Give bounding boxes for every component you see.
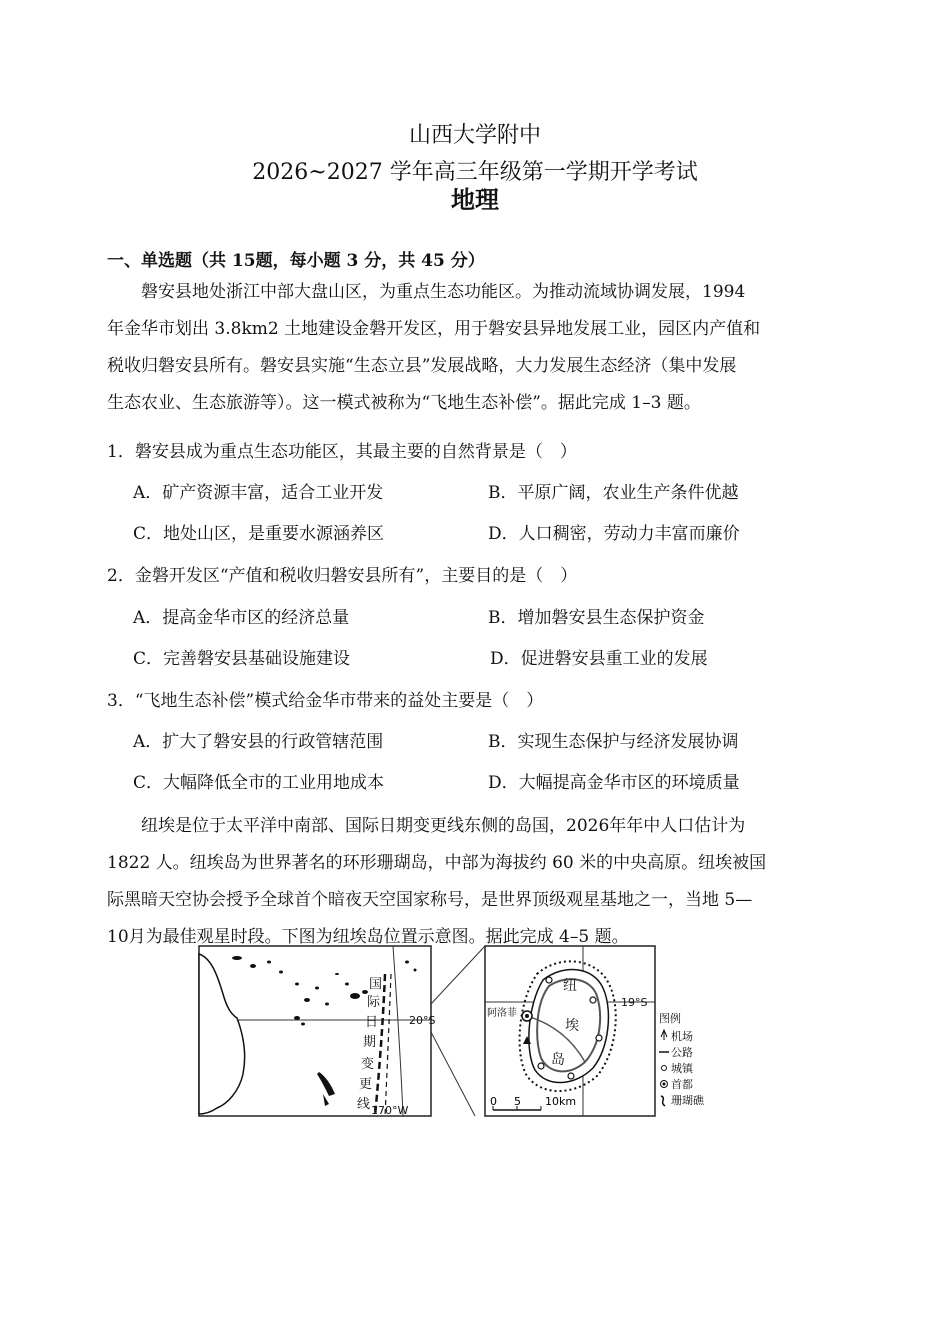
question-2-option-b[interactable]: B．增加磐安县生态保护资金 — [488, 608, 705, 628]
dateline-label — [357, 977, 382, 1112]
scale-label: 5 — [514, 1095, 521, 1108]
lat-label-20s: 20°S — [409, 1014, 436, 1027]
passage-line: 年金华市划出 3.8km2 土地建设金磐开发区，用于磐安县异地发展工业，园区内产值和 — [107, 319, 761, 339]
passage-line: 生态农业、生态旅游等）。这一模式被称为“飞地生态补偿”。据此完成 1–3 题。 — [107, 393, 701, 413]
question-3-stem: 3．“飞地生态补偿”模式给金华市带来的益处主要是（ ） — [107, 691, 544, 711]
question-1-option-b[interactable]: B．平原广阔，农业生产条件优越 — [488, 483, 739, 503]
passage-1 — [107, 274, 847, 422]
capital-label: 阿洛菲 — [487, 1008, 517, 1019]
reef-icon — [661, 1096, 665, 1106]
island-char: 埃 — [565, 1018, 579, 1034]
question-3-option-c[interactable]: C．大幅降低全市的工业用地成本 — [133, 773, 385, 793]
dateline-char: 期 — [363, 1035, 377, 1050]
dateline-outer — [385, 974, 391, 1116]
lat-label-19s: 19°S — [621, 996, 648, 1009]
question-2-option-d[interactable]: D．促进磐安县重工业的发展 — [490, 649, 708, 669]
question-3-option-d[interactable]: D．大幅提高金华市区的环境质量 — [488, 773, 740, 793]
island-char: 纽 — [563, 978, 577, 994]
dateline-char: 线 — [357, 1097, 371, 1112]
island-char: 岛 — [551, 1052, 565, 1068]
australia-coast — [199, 954, 245, 1114]
legend-label: 首都 — [671, 1078, 693, 1091]
connector-line — [431, 1032, 475, 1116]
question-3-option-a[interactable]: A．扩大了磐安县的行政管辖范围 — [133, 732, 384, 752]
airport-icon — [661, 1030, 667, 1040]
legend-title: 图例 — [659, 1012, 681, 1025]
subject-title: 地理 — [451, 186, 499, 214]
school-name: 山西大学附中 — [408, 123, 541, 148]
dateline-char: 国 — [369, 977, 383, 992]
legend-label: 珊瑚礁 — [671, 1094, 704, 1107]
scale-label: 0 — [490, 1095, 497, 1108]
scale-label: 10km — [545, 1095, 577, 1108]
passage-line: 1822 人。纽埃岛为世界著名的环形珊瑚岛，中部为海拔约 60 米的中央高原。纽埃被国 — [107, 853, 767, 873]
passage-line: 10月为最佳观星时段。下图为纽埃岛位置示意图。据此完成 4–5 题。 — [107, 927, 629, 947]
question-2-option-a[interactable]: A．提高金华市区的经济总量 — [133, 608, 350, 628]
question-2-stem: 2．金磐开发区“产值和税收归磐安县所有”，主要目的是（ ） — [107, 566, 578, 586]
dateline-char: 际 — [367, 995, 381, 1010]
passage-2 — [107, 808, 847, 956]
passage-line: 税收归磐安县所有。磐安县实施“生态立县”发展战略，大力发展生态经济（集中发展 — [107, 356, 737, 376]
section-title: 一、单选题（共 15题，每小题 3 分，共 45 分） — [107, 251, 485, 271]
question-1-option-d[interactable]: D．人口稠密，劳动力丰富而廉价 — [488, 524, 740, 544]
town-icon — [662, 1066, 667, 1071]
question-3-option-b[interactable]: B．实现生态保护与经济发展协调 — [488, 732, 739, 752]
dateline-char: 日 — [365, 1015, 379, 1030]
meridian-170w — [393, 946, 403, 1116]
legend-label: 公路 — [671, 1046, 693, 1059]
dateline-char: 更 — [359, 1077, 373, 1092]
lon-label-170w: 170°W — [371, 1104, 409, 1117]
question-1-option-a[interactable]: A．矿产资源丰富，适合工业开发 — [133, 483, 384, 503]
connector-line — [431, 946, 485, 1004]
legend-label: 城镇 — [671, 1062, 693, 1075]
passage-line: 纽埃是位于太平洋中南部、国际日期变更线东侧的岛国，2026年年中人口估计为 — [107, 816, 746, 836]
map-legend — [659, 1011, 705, 1107]
question-1-stem: 1．磐安县成为重点生态功能区，其最主要的自然背景是（ ） — [107, 442, 577, 462]
exam-title: 2026~2027 学年高三年级第一学期开学考试 — [252, 160, 698, 185]
capital-marker-dot — [525, 1014, 529, 1018]
dateline-char: 变 — [361, 1057, 375, 1072]
capital-icon-dot — [663, 1083, 666, 1086]
question-1-option-c[interactable]: C．地处山区，是重要水源涵养区 — [133, 524, 385, 544]
legend-label: 机场 — [671, 1030, 693, 1043]
question-2-option-c[interactable]: C．完善磐安县基础设施建设 — [133, 649, 351, 669]
passage-line: 际黑暗天空协会授予全球首个暗夜天空国家称号，是世界顶级观星基地之一，当地 5— — [107, 890, 753, 910]
passage-line: 磐安县地处浙江中部大盘山区，为重点生态功能区。为推动流域协调发展，1994 — [107, 282, 746, 302]
niue-location-map — [197, 944, 707, 1124]
